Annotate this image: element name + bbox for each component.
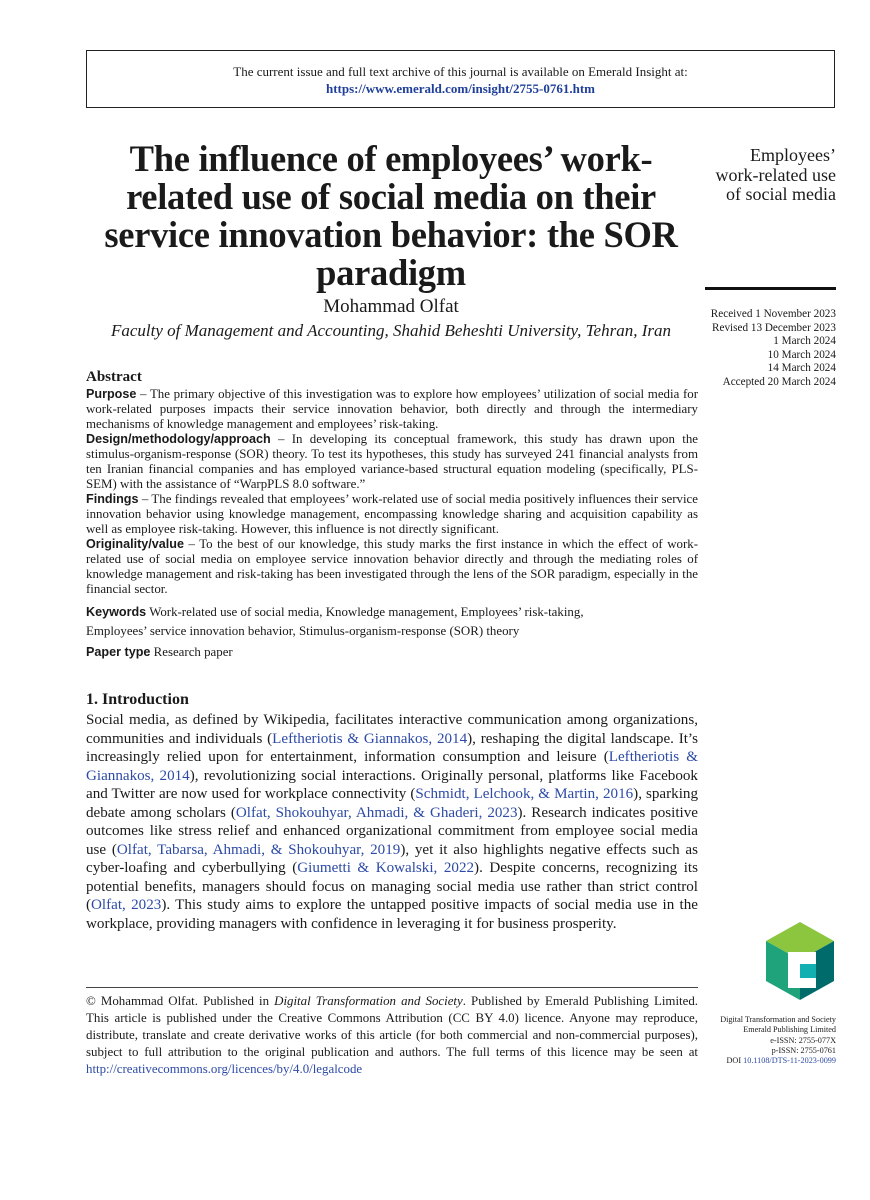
intro-text: Social media, as defined by Wikipedia, facilitates interactive communication among organizations, communities and individuals ( [86,712,698,747]
intro-text: ), revolutionizing social interactions. Originally personal, platforms like Facebook and Twitter are now used for workplace connectivity ( [86,767,698,802]
keywords-block [86,604,698,663]
date-accepted: Accepted 20 March 2024 [722,375,836,388]
license-text-2: . Published by Emerald Publishing Limited. This article is published under the Creative Commons Attribution (CC BY 4.0) licence. Anyone may reproduce, distribute, translate and create derivative works of this article (for both commercial and non-commercial purposes), subject to full attribution to the original publication and authors. The full terms of this licence may be seen at [86,994,699,1059]
journal-name: Digital Transformation and Society [274,994,463,1008]
paper-type-label: Paper type [86,645,151,659]
abstract-label: Findings [86,492,139,506]
pub-eissn: e-ISSN: 2755-077X [770,1035,836,1045]
keywords-text: Work-related use of social media, Knowledge management, Employees’ risk-taking, [146,605,584,619]
publication-info [690,1015,836,1066]
emerald-publishing-logo [764,920,836,1002]
banner-text: The current issue and full text archive of this journal is available on Emerald Insight at: [233,64,688,79]
date-revised-4: 14 March 2024 [767,362,836,375]
pub-doi [690,1056,836,1066]
citation-link[interactable]: Leftheriotis & Giannakos, 2014 [86,749,698,784]
paper-type-text: Research paper [150,645,233,659]
footer-divider [86,987,698,988]
abstract-text: – To the best of our knowledge, this study marks the first instance in which the effect of work-related use of social media on employee service innovation behavior directly and through the mediating roles of knowledge management and risk-taking has been investigated through the lens of the SOR paradigm, especially in the financial sector. [86,537,698,596]
intro-text: ), yet it also highlights negative effects such as cyber-loafing and cyberbullying ( [86,841,698,876]
doi-link[interactable]: 10.1108/DTS-11-2023-0099 [743,1056,836,1066]
paper-type [86,644,698,661]
abstract-heading: Abstract [86,369,142,385]
license-text: © Mohammad Olfat. Published in [86,994,275,1008]
abstract-label: Design/methodology/approach [86,432,271,446]
doi-label: DOI [726,1056,744,1066]
logo-facet [800,964,816,978]
sidebar-divider [705,287,836,290]
abstract-design [86,432,698,492]
license-footer [86,993,698,1078]
introduction-heading: 1. Introduction [86,691,189,708]
abstract-label: Purpose [86,387,137,401]
keywords-line-2: Employees’ service innovation behavior, Stimulus-organism-response (SOR) theory [86,624,520,638]
intro-text: ), reshaping the digital landscape. It’s increasingly relied upon for entertainment, information consumption and leisure ( [86,730,699,765]
abstract-text: – In developing its conceptual framework, this study has drawn upon the stimulus-organism-response (SOR) theory. To test its hypotheses, this study has surveyed 241 financial analysts from ten Iranian financial companies and has employed variance-based structural equation modeling (specifically, PLS-SEM) with the assistance of “WarpPLS 8.0 software.” [86,432,698,491]
date-revised: Revised 13 December 2023 [712,321,836,334]
abstract-body [86,387,698,597]
running-title: Employees’ work-related use of social media [715,145,836,204]
abstract-label: Originality/value [86,537,184,551]
citation-link[interactable]: Giumetti & Kowalski, 2022 [297,860,475,876]
author-name: Mohammad Olfat [323,296,459,317]
date-received: Received 1 November 2023 [710,308,836,320]
pub-publisher: Emerald Publishing Limited [743,1025,836,1035]
author-affiliation: Faculty of Management and Accounting, Shahid Beheshti University, Tehran, Iran [111,321,671,340]
abstract-text: – The primary objective of this investigation was to explore how employees’ utilization of social media for work-related purposes impacts their service innovation behavior, both directly and through the intermediary mechanisms of knowledge management and employees’ risk-taking. [86,387,698,431]
pub-pissn: p-ISSN: 2755-0761 [771,1045,836,1055]
date-revised-2: 1 March 2024 [773,335,836,348]
intro-text: ), sparking debate among scholars ( [86,786,698,821]
abstract-text: – The findings revealed that employees’ work-related use of social media positively influences their service innovation behavior using knowledge management, encompassing knowledge sharing and acquisition capability as well as employee risk-taking. However, this influence is not directly significant. [86,492,698,536]
abstract-purpose [86,387,698,432]
date-revised-3: 10 March 2024 [767,348,836,361]
citation-link[interactable]: Schmidt, Lelchook, & Martin, 2016 [415,786,634,802]
intro-text: ). Research indicates positive outcomes like stress relief and enhanced organizational commitment from employee social media use ( [86,804,699,858]
journal-url-link[interactable]: https://www.emerald.com/insight/2755-0761.htm [325,81,596,96]
citation-link[interactable]: Olfat, 2023 [91,897,162,913]
pub-journal: Digital Transformation and Society [720,1015,836,1024]
keywords-label: Keywords [86,605,147,619]
keywords-line [86,604,698,621]
citation-link[interactable]: Olfat, Tabarsa, Ahmadi, & Shokouhyar, 2019 [116,841,401,858]
introduction-body [86,711,698,933]
article-title: The influence of employees’ work-related use of social media on their service innovation behavior: the SOR paradigm [104,138,678,293]
history-dates [700,308,836,390]
intro-text: ). Despite concerns, recognizing its potential benefits, managers should focus on managing social media use rather than strict control ( [86,860,698,913]
archive-banner [86,50,835,108]
abstract-originality [86,537,698,597]
intro-text: ). This study aims to explore the untapped positive impacts of social media use in the workplace, providing managers with confidence in leveraging it for business prosperity. [86,897,698,932]
citation-link[interactable]: Leftheriotis & Giannakos, 2014 [272,730,468,747]
abstract-findings [86,492,698,537]
citation-link[interactable]: Olfat, Shokouhyar, Ahmadi, & Ghaderi, 2023 [235,804,518,821]
license-link[interactable]: http://creativecommons.org/licences/by/4.0/legalcode [86,1062,363,1076]
